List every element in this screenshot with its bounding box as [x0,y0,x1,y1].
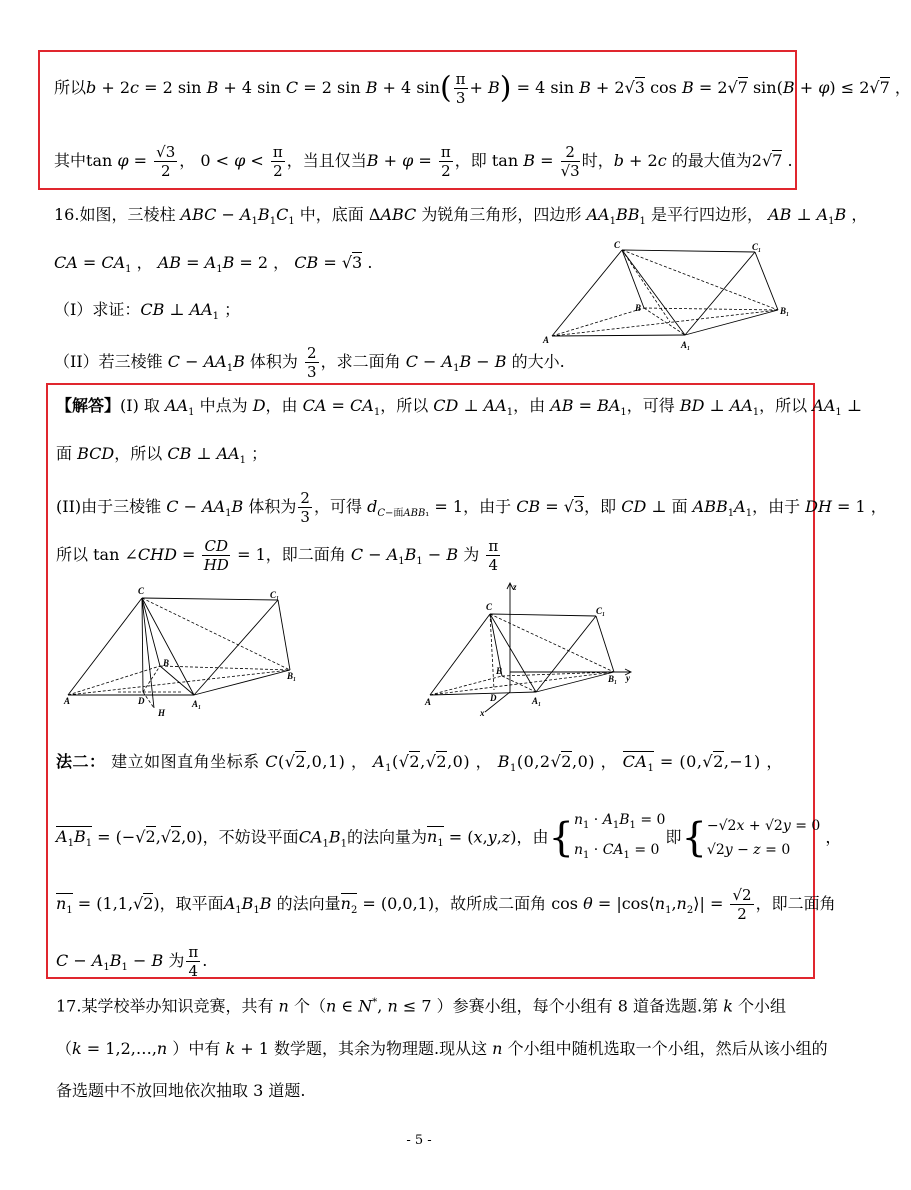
label-C: C [138,586,145,596]
q17-line1: 17.某学校举办知识竞赛，共有 n 个（n ∈ N*, n ≤ 7 ）参赛小组，每个小组有 8 道备选题.第 k 个小组 [56,996,786,1016]
label-A1: A₁ [681,340,691,350]
box1-line2: 其中tan φ = $\frac{√3}{2}$ ， 0 < φ < $\frac{\pi}{2}$ ，当且仅当B + φ = $\frac{\pi}{2}$ ，即 tan B = $\frac{2}{√3}$ 时，b + 2c 的最大值为2√7 . [54,143,793,180]
box2-method2-line3: $n_1 = (1,1,√2)$，取平面$A_1B_1B$ 的法向量$n_2 = (0,0,1)$，故所成二面角 $\cos \theta = |\cos⟨n_1,n_2⟩|$ = $\frac{√2}{2}$ ，即二面角 [56,886,836,923]
box2-method2-line1: 法二： 建立如图直角坐标系 C(√2,0,1) ， $A_1(√2,√2,0)$ ， $B_1(0,2√2,0)$ ， $CA_1 = (0,√2,-1)$ ， [56,752,783,775]
box2-line3: (II)由于三棱锥 $C - AA_1B$ 体积为 $\frac{2}{3}$ ，可得 $d_{C-面ABB_1} = 1$，由于 CB = √3，即 CD ⊥ 面 $ABB_1A_1$，由于 DH = 1 ， [56,489,887,526]
label-D: D [490,693,497,703]
label-C: C [614,240,621,250]
prism-figure-with-H [58,580,308,730]
label-A: A [543,335,550,345]
label-A: A [64,696,71,706]
label-y: y [626,673,630,683]
box2-line1: 【解答】(I) 取 $AA_1$ 中点为 D，由 CA = $CA_1$，所以 CD ⊥ $AA_1$，由 AB = $BA_1$，可得 BD ⊥ $AA_1$，所以 $AA_1$ ⊥ [56,396,862,419]
label-B1: B₁ [780,306,790,316]
label-B: B [163,658,170,668]
label-x: x [480,708,485,718]
label-C1: C₁ [270,590,280,600]
q16-part2: （II）若三棱锥 $C - AA_1B$ 体积为 $\frac{2}{3}$ ，求二面角 $C - A_1B - B$ 的大小. [54,344,565,381]
label-A: A [425,697,432,707]
box2-method2-line2: $A_1B_1 = (-√2,√2,0)$，不妨设平面$CA_1B_1$的法向量为$n_1 = (x,y,z)$，由{ $n_1 \cdot A_1B_1 = 0$ $n_1 \cdot CA_1 = 0$ 即{ −√2x + √2y = 0 √2y − z = 0 ， [56,812,842,861]
label-B1: B₁ [287,671,297,681]
label-B: B [635,303,642,313]
label-D: D [138,696,145,706]
label-B1: B₁ [608,674,618,684]
q17-line2: （k = 1,2,…,n ）中有 k + 1 数学题，其余为物理题.现从这 n 个小组中随机选取一个小组，然后从该小组的 [56,1039,828,1058]
box2-method2-line4: $C - A_1B_1 - B$ 为 $\frac{\pi}{4}$ . [56,943,208,980]
label-A1: A₁ [192,699,202,709]
label-z: z [513,582,517,592]
page-number: - 5 - [406,1133,432,1148]
box2-line4: 所以 tan ∠CHD = $\frac{CD}{HD}$ = 1，即二面角 $C - A_1B_1 - B$ 为 $\frac{\pi}{4}$ [56,537,499,574]
label-B: B [496,666,503,676]
q16-line1: 16.如图，三棱柱 ABC − $A_1B_1C_1$ 中，底面 ΔABC 为锐角三角形，四边形 $AA_1BB_1$ 是平行四边形， AB ⊥ $A_1B$ ， [54,205,868,228]
q16-line2: CA = $CA_1$ ， AB = $A_1B = 2$ ， CB = √3 . [54,253,373,276]
label-C1: C₁ [596,606,606,616]
label-C1: C₁ [752,242,762,252]
prism-figure-coordinates [420,580,640,720]
label-H: H [158,708,166,718]
label-A1: A₁ [532,696,542,706]
box1-line1: 所以b + 2c = 2 sin B + 4 sin C = 2 sin B + 4 sin( $\frac{\pi}{3}$ + B) = 4 sin B + 2√3 cos B = 2√7 sin(B + φ) ≤ 2√7 ， [54,70,911,107]
box2-line2: 面 BCD，所以 CB ⊥ $AA_1$ ； [56,444,268,467]
q16-part1: （I）求证：CB ⊥ $AA_1$ ； [54,300,241,323]
label-C: C [486,602,493,612]
q17-line3: 备选题中不放回地依次抽取 3 道题. [56,1081,306,1100]
prism-figure-q16 [540,238,800,353]
